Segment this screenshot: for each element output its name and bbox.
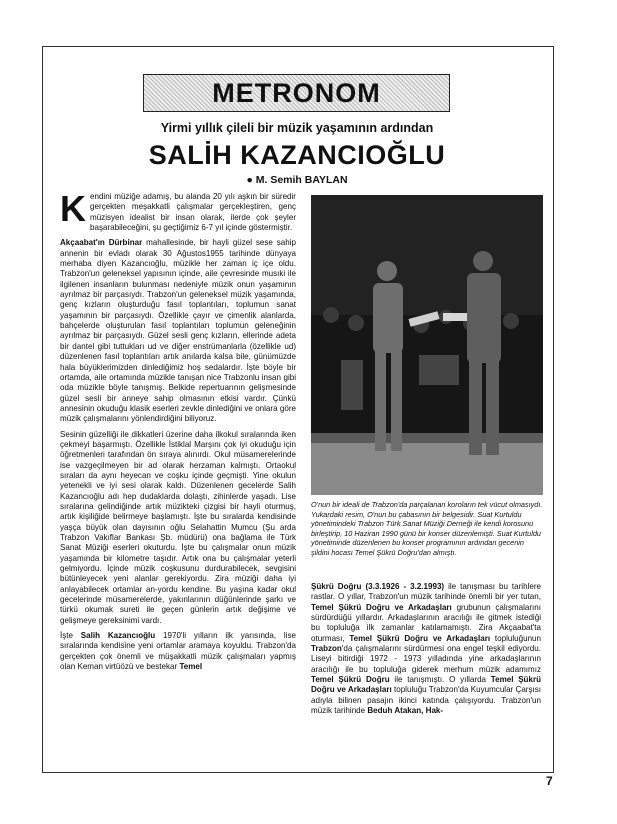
page-number: 7 — [546, 774, 553, 788]
bold-text: Beduh Atakan, Hak- — [367, 706, 444, 716]
section-banner — [143, 74, 450, 112]
paragraph-text: topluluğunun — [490, 633, 541, 643]
bold-text: Trabzon — [311, 644, 342, 654]
bold-text: Temel Şükrü Doğru — [311, 675, 390, 685]
drop-cap: K — [60, 188, 86, 229]
bold-text: Şükrü Doğru (3.3.1926 - 3.2.1993) — [311, 582, 445, 591]
left-column — [60, 188, 297, 677]
paragraph-birth — [60, 238, 296, 424]
article-title: SALİH KAZANCIOĞLU — [148, 140, 446, 170]
concert-photo — [311, 195, 543, 495]
paragraph-1970s — [60, 631, 296, 672]
paragraph-text: grubunun çalışmalarını sürdürdüğü yıllardır. Arkadaşlarının aracılığı ile gitmek istediği bu topluluğa ilk zamanlar katılamamıştı. Zira Akçaabat'ta oturması, — [311, 602, 541, 643]
bold-text: Temel Şükrü Doğru ve Arkadaşları — [349, 633, 491, 643]
paragraph-text: mahallesinde, bir hayli güzel sese sahip annenin bir evladı olarak 30 Ağustos1955 tarihinde dünyaya merhaba diyen Kazancıoğlu, müzikle her zaman iç içe oldu. Trabzon'un geleneksel yapısının içinde, aile çevresinde musıki ile ilgilenen insanların bulunması nedeniyle müzik onun yaşamının ayrılmaz bir parçasıydı. Trabzon'un geleneksel müzik yaşamında, genç kızların oluşturduğu fasıl toplantıları, toplumun sanat yaşamının bir parçasıydı. Özellikle çayır ve çimenlik alanlarda, bahçelerde oluşturulan fasıl toplantıları toplumun geleneğinin ayrılmaz bir parçasıydı. Güzel sesli genç kızların, ellerinde adeta bir dantel gibi tuttukları ud ve diğer enstrümanlarla (özellikle ud) düzenlenen fasıl toplantıları artık anılarda kalsa bile, günümüzde hala büyüklerimizden dinlediğimiz hoş sedalardır. İşte böyle bir ortamda, aile ortamında müzikle tanışan nice Trabzonlu insan gibi oda müzikle böyle tanışmış. Belkide repertuarının gelişmesinde güzel sesli bir anneye sahip olmasının etkisi vardır. Çünkü annesinin okuduğu klasik eserleri zevkle dinlediğini ve onlara göre müzik çalışmalarını yönlendirdiğini biliyoruz. — [60, 238, 297, 424]
paragraph-text: topluluğu Trabzon'da Kuyumcular Çarşısı adıyla bilinen pasajın ikinci katında çalışıyordu. Trabzon'un müzik tarihinde — [311, 685, 541, 716]
bold-text: Temel — [179, 662, 203, 672]
photo-illustration — [311, 195, 543, 495]
bold-text: Temel Şükrü Doğru ve Arkadaşları — [311, 675, 541, 695]
paragraph-intro — [60, 188, 296, 233]
bold-text: Salih Kazancıoğlu — [80, 631, 156, 641]
author-name: M. Semih BAYLAN — [255, 174, 348, 186]
paragraph-text: 'da çalışmalarını sürdürmesi ona engel teşkil ediyordu. Liseyi bitirdiği 1972 - 1973 yılladında yine arkadaşlarının aracılığı ile bu topluluğa giderek merhum müzik adamımız — [311, 644, 541, 674]
bold-text: Temel Şükrü Doğru ve Arkadaşları — [311, 602, 452, 612]
paragraph-text: 1970'li yılların ilk yarısında, lise sıralarında kendisine yeni ortamlar aramaya koyuldu. Trabzon'da gerçekten çok önemli ve müşakkatli müzik çalışmaları yapmış olan Keman virtüözü ve bestekar — [60, 631, 296, 672]
paragraph-text: İşte — [60, 631, 81, 641]
paragraph-school — [60, 430, 296, 627]
paragraph-text: ile tanışmıştı. O yıllarda — [389, 675, 491, 685]
article-author: ● M. Semih BAYLAN — [246, 174, 348, 186]
section-title: METRONOM — [212, 78, 381, 108]
paragraph-dogru — [311, 582, 541, 716]
paragraph-text: endini müziğe adamış, bu alanda 20 yılı aşkın bir süredir gerçekten meşakkatli çalışmalar gerçekleştiren, genç müzisyen idealist bir insan olarak, ilerde çok şeyler başarabileceğini, şu geçtiğimiz 6-7 yıl içinde göstermiştir. — [90, 192, 296, 233]
right-column — [311, 582, 541, 721]
article-subtitle: Yirmi yıllık çileli bir müzik yaşamının ardından — [160, 121, 434, 135]
bold-text: Akçaabat'ın Dürbinar — [60, 238, 143, 248]
photo-caption: O'nun bir ideali de Trabzon'da parçalanan koroların tek vücut olmasıydı. Yukardaki resim, O'nun bu çabasının bir belgesidir. Suat Kurtuldu yönetimindeki Trabzon Türk Sanat Müziği Derneği ile kendi korosunu birleştirip, 10 Haziran 1990 günü bir konser düzenlemişti. Suat Kurtuldu yönetiminde düzenlenen bu konser programının ardından gecenin şildini hocası Temel Şükrü Doğru'dan almıştı. — [311, 500, 543, 557]
paragraph-text: Sesinin güzelliği ile dikkatleri üzerine daha ilkokul sıralarında iken çekmeyi başarmıştı. Özellikle İstiklal Marşını çok iyi okuduğu için öğretmenleri tarafından ön sıraya alınırdı. Okul müsamerelerinde ise vazgeçilmeyen bir ad olarak herzaman kalmıştı. Ortaokul sıraları da aynı heyecan ve coşku içinde geçmişti. Yine okulun yetenekli ve iyi sesi olarak kaldı. Düzenlenen gecelerde Salih Kazancıoğlu adı hep dudaklarda dolaştı, zihinlerde yaşadı. Lise sıralarına gelindiğinde artık müzikteki çizgisi bir hayli oturmuş, artık kişiliğide belirmeye başlamıştı. İşte bu sıralarda kendisinde yaşça büyük olan dayısının oğlu Selahattin Mumcu (Şu arda Trabzon Vakıflar Bankası Şb. müdürü) ona bağlama ile Türk Sanat Müziği eserleri okuturdu. İşte bu çalışmalar onun müzik yaşamında bir kilometre taşıdır. Artık ona bu çalışmalar yeterli gelmiyordu. İçinde müzik coşkusunu durdurabilecek, sevgisini bütünleyecek yeni alanlar gerekiyordu. Zira müziği daha iyi anlayabilecek ortamlar an-yordu kendine. Bu yaşına kadar okul gecelerinde müsamerelerde, yakınlarının düğünlerinde şarkı ve türkü okumak sureti ile geçen günlerin artık değişime ve gelişmeye gereksinimi vardı. — [60, 429, 296, 625]
paragraph-text: ile tanışması bu tarihlere rastlar. O yıllar, Trabzon'un müzik tarihinde önemli bir yer tutan, — [311, 582, 541, 602]
